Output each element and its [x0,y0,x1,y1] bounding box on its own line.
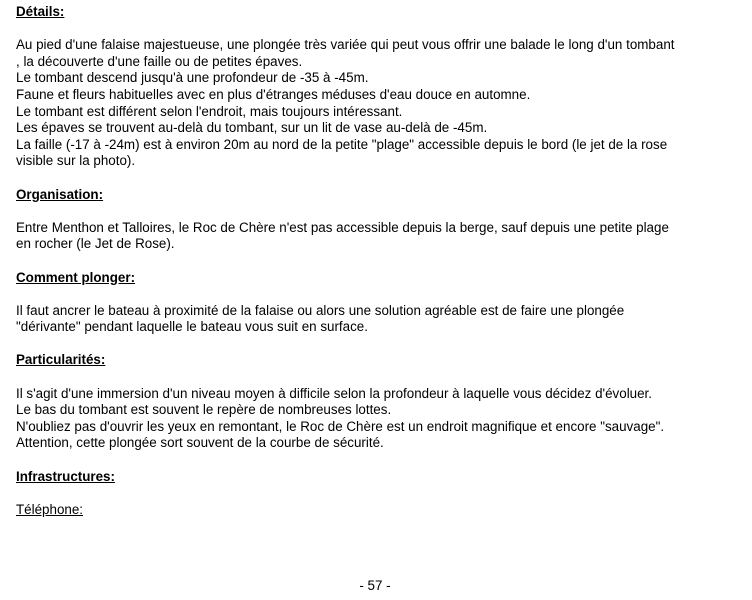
page-number: - 57 - [359,578,391,593]
comment-plonger-line: "dérivante" pendant laquelle le bateau vous suit en surface. [16,319,368,335]
spacer [16,21,738,38]
telephone-label: Téléphone: [16,501,84,517]
details-line: Le tombant descend jusqu'à une profondeur de -35 à -45m. [16,70,369,86]
particularites-line: Le bas du tombant est souvent le repère de nombreuses lottes. [16,402,392,418]
details-line: Au pied d'une falaise majestueuse, une plongée très variée qui peut vous offrir une balade le long d'un tombant [16,37,675,53]
document-page [16,4,738,518]
details-line: Faune et fleurs habituelles avec en plus d'étranges méduses d'eau douce en automne. [16,86,531,102]
spacer [16,369,738,386]
organisation-line: Entre Menthon et Talloires, le Roc de Chère n'est pas accessible depuis la berge, sauf depuis une petite plage [16,219,669,235]
details-line: Le tombant est différent selon l'endroit, mais toujours intéressant. [16,103,403,119]
comment-plonger-line: Il faut ancrer le bateau à proximité de la falaise ou alors une solution agréable est de faire une plongée [16,302,625,318]
particularites-line: N'oubliez pas d'ouvrir les yeux en remontant, le Roc de Chère est un endroit magnifique et encore "sauvage". [16,418,665,434]
particularites-heading: Particularités: [16,352,106,368]
details-heading: Détails: [16,4,65,19]
infrastructures-heading: Infrastructures: [16,468,115,484]
spacer [16,336,738,353]
spacer [16,253,738,270]
spacer [16,452,738,469]
details-line: visible sur la photo). [16,153,136,169]
spacer [16,203,738,220]
spacer [16,170,738,187]
particularites-paragraph [16,386,738,452]
organisation-heading: Organisation: [16,186,104,202]
details-line: La faille (-17 à -24m) est à environ 20m au nord de la petite "plage" accessible depuis le bord (le jet de la rose [16,136,668,152]
spacer [16,485,738,502]
details-paragraph [16,37,738,170]
details-line: , la découverte d'une faille ou de petites épaves. [16,53,303,69]
comment-plonger-paragraph [16,303,738,336]
particularites-line: Attention, cette plongée sort souvent de la courbe de sécurité. [16,435,384,451]
spacer [16,286,738,303]
organisation-paragraph [16,220,738,253]
comment-plonger-heading: Comment plonger: [16,269,136,285]
particularites-line: Il s'agit d'une immersion d'un niveau moyen à difficile selon la profondeur à laquelle vous décidez d'évoluer. [16,385,653,401]
organisation-line: en rocher (le Jet de Rose). [16,236,175,252]
details-line: Les épaves se trouvent au-delà du tombant, sur un lit de vase au-delà de -45m. [16,120,488,136]
